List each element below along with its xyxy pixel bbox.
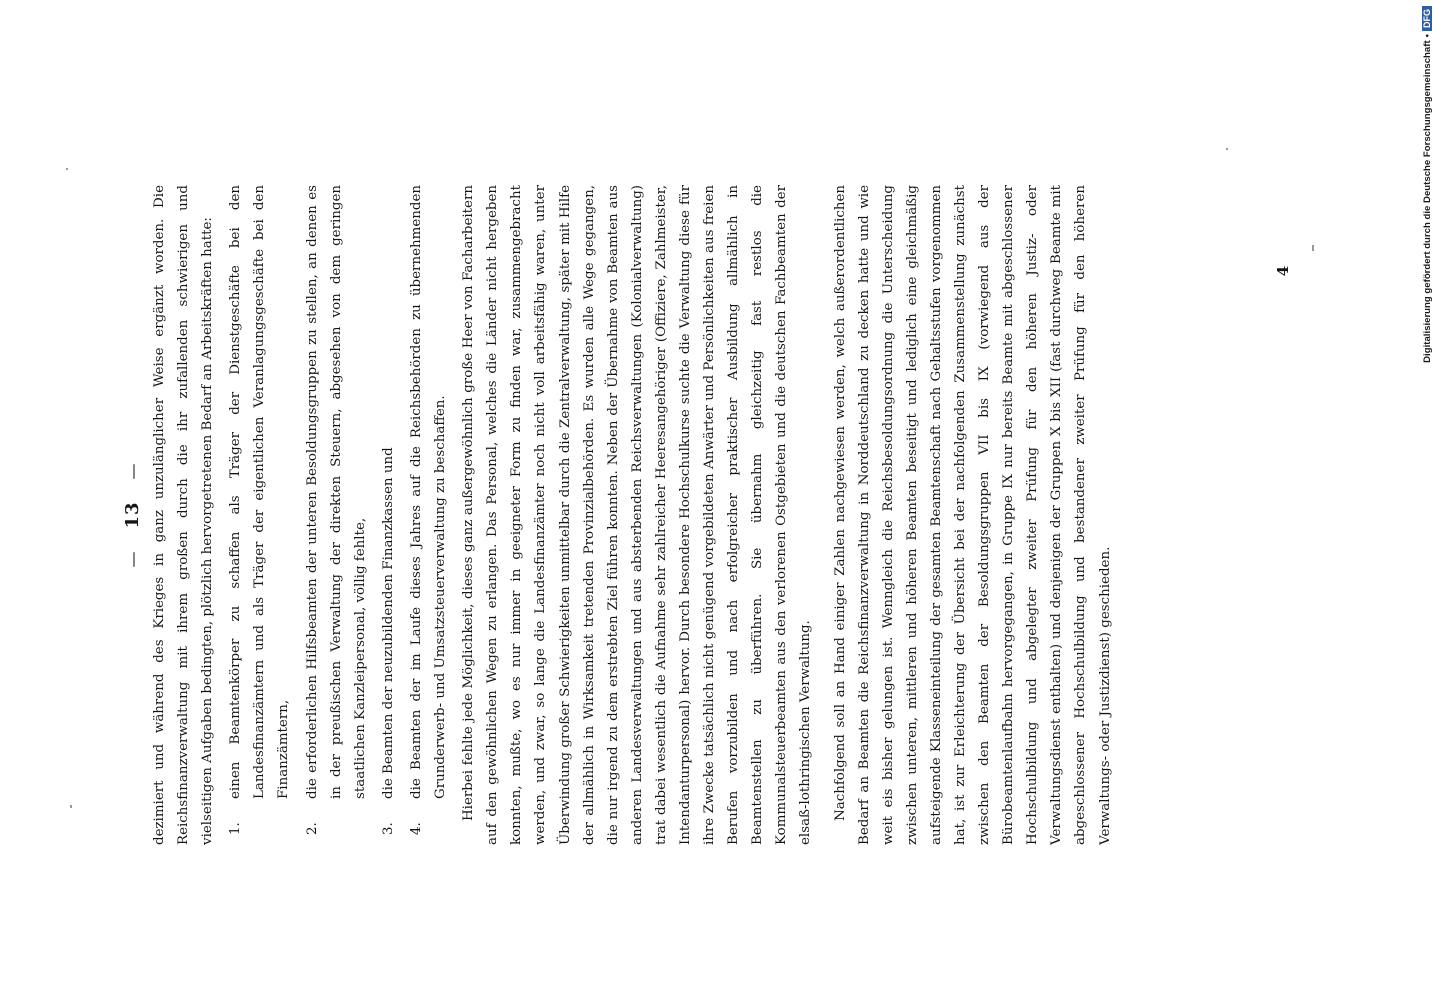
list-item xyxy=(301,185,373,845)
list-item-text: die erforderlichen Hilfsbeamten der unteren Besoldungsgruppen zu stellen, an denen es in der preußischen Verwaltung der direkten Steuern, abgesehen von dem geringen staatlichen Kanzleipersonal, völlig fehlte, xyxy=(304,185,368,799)
list-item-text: einen Beamtenkörper zu schaffen als Träger der Dienstgeschäfte bei den Landesfinanzämtern und als Träger der eigentlichen Veranlagungsgeschäfte bei den Finanzämtern, xyxy=(228,185,292,799)
list-item-number: 4. xyxy=(408,822,424,835)
scan-speck xyxy=(66,168,68,170)
scan-speck xyxy=(1312,245,1314,251)
page-text-block xyxy=(116,185,1246,845)
signature-mark: 4 xyxy=(1274,265,1293,277)
page-number: 13 xyxy=(121,501,143,529)
dfg-logo: DFG xyxy=(1422,6,1432,31)
scan-speck xyxy=(70,805,72,808)
dfg-separator: • xyxy=(1421,34,1433,38)
paragraph-2: Hierbei fehlte jede Möglichkeit, dieses ganz außergewöhnlich große Heer von Facharbeitern auf den gewöhnlichen Wegen zu erlangen. Das Personal, welches die Länder nicht hergeben konnten, mußte, wo es nur immer in geeigneter Form zu finden war, zusammengebracht werden, und zwar, so lange die Landesfinanzämter noch nicht voll arbeitsfähig waren, unter Überwindung großer Schwierigkeiten unmittelbar durch die Zentralverwaltung, später mit Hilfe der allmählich in Wirksamkeit tretenden Provinzialbehörden. Es wurden alle Wege gegangen, die nur irgend zu dem erstrebten Ziel führen konnten. Neben der Übernahme von Beamten aus anderen Landesverwaltungen und aus absterbenden Reichsverwaltungen (Kolonialverwaltung) trat dabei wesentlich die Aufnahme sehr zahlreicher Heeresangehöriger (Offiziere, Zahlmeister, Intendanturpersonal) hervor. Durch besondere Hochschulkurse suchte die Verwaltung diese für ihre Zwecke tatsächlich nicht genügend vorgebildeten Anwärter und Persönlichkeiten aus freien Berufen vorzubilden und nach erfolgreicher praktischer Ausbildung allmählich in Beamtenstellen zu überführen. Sie übernahm gleichzeitig fast restlos die Kommunalsteuerbeamten aus den verlorenen Ostgebieten und die deutschen Fachbeamten der elsaß-lothringischen Verwaltung. xyxy=(461,185,814,845)
list-item-text: die Beamten der neuzubildenden Finanzkassen und xyxy=(380,447,396,799)
paragraph-3: Nachfolgend soll an Hand einiger Zahlen nachgewiesen werden, welch außerordentlichen Bedarf an Beamten die Reichsfinanzverwaltung in Norddeutschland zu decken hatte und wie weit eis bisher gelungen ist. Wenngleich die Reichsbesoldungsordnung die Unterscheidung zwischen unteren, mittleren und höheren Beamten beseitigt und lediglich eine gleichmäßig aufsteigende Klasseneinteilung der gesamten Beamtenschaft nach Gehaltsstufen vorgenommen hat, ist zur Erleichterung der Übersicht bei der nachfolgenden Zusammenstellung zunächst zwischen den Beamten der Besoldungsgruppen VII bis IX (vorwiegend aus der Bürobeamtenlaufbahn hervorgegangen, in Gruppe IX nur bereits Beamte mit abgeschlossener Hochschulbildung und abgelegter zweiter Prüfung für den höheren Justiz- oder Verwaltungsdienst enthalten) und denjenigen der Gruppen X bis XII (fast durchweg Beamte mit abgeschlossener Hochschulbildung und bestandener zweiter Prüfung für den höheren Verwaltungs- oder Justizdienst) geschieden. xyxy=(832,185,1113,845)
page-header xyxy=(116,185,148,845)
list-item xyxy=(405,185,453,845)
list-item-number: 1. xyxy=(228,822,244,835)
duties-list xyxy=(224,185,453,845)
scan-speck xyxy=(1226,148,1228,150)
list-item-number: 2. xyxy=(304,822,320,835)
dfg-funding-note: Digitalisierung gefördert durch die Deutsche Forschungsgemeinschaft xyxy=(1421,40,1433,363)
list-item xyxy=(377,185,401,845)
paragraph-1: dezimiert und während des Krieges in ganz unzulänglicher Weise ergänzt worden. Die Reichsfinanzverwaltung mit ihrem großen durch die ihr zufallenden schwierigen und vielseitigen Aufgaben bedingten, plötzlich hervorgetretenen Bedarf an Arbeitskräften hatte: xyxy=(152,185,216,845)
dfg-side-note xyxy=(1416,6,1434,386)
list-item xyxy=(224,185,296,845)
paragraph-spacer xyxy=(819,185,829,845)
dfg-side-note-text xyxy=(1416,6,1434,386)
header-dash-left: — xyxy=(122,550,142,568)
header-dash-right: — xyxy=(122,462,142,480)
list-item-text: die Beamten der im Laufe dieses Jahres auf die Reichsbehörden zu übernehmenden Grunderwerb- und Umsatzsteuerverwaltung zu beschaffen. xyxy=(408,185,449,799)
list-item-number: 3. xyxy=(380,822,396,835)
